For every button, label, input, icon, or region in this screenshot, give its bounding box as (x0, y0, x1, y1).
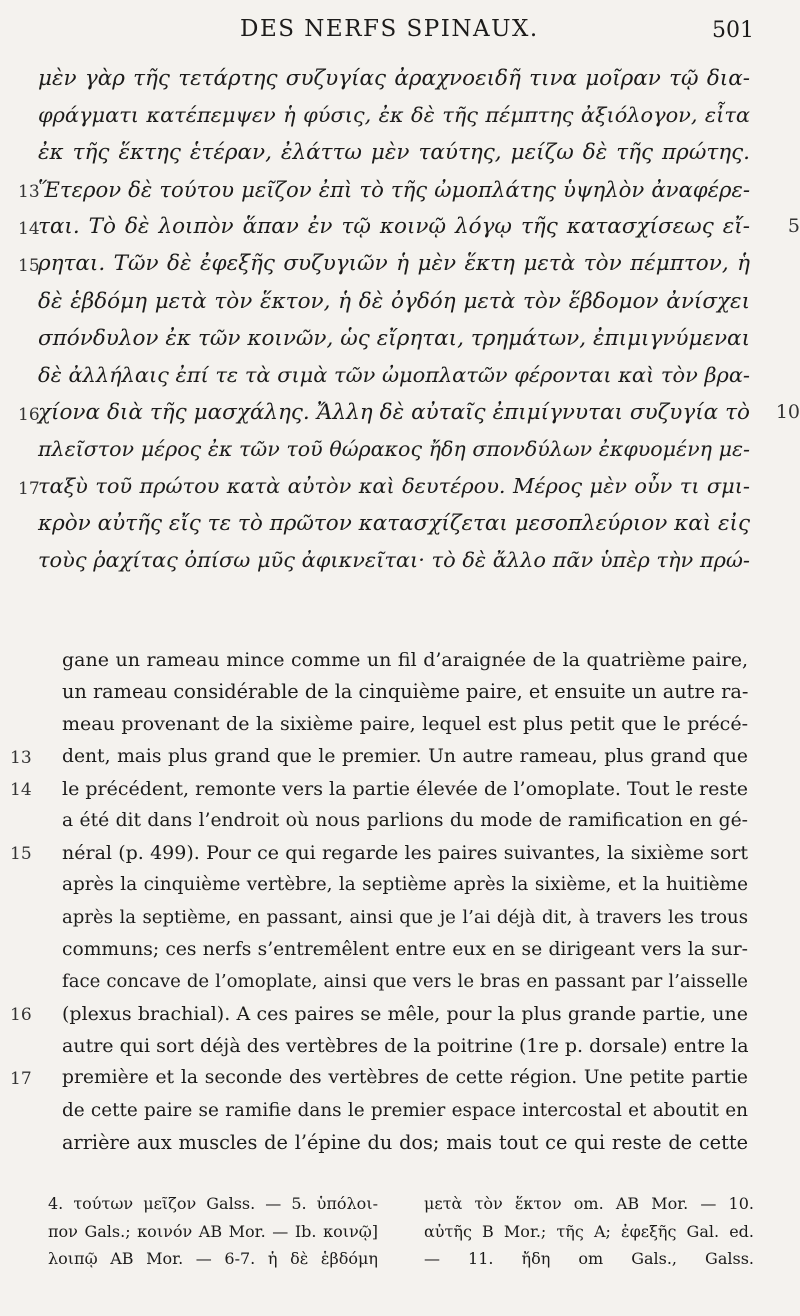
french-line-text: dent, mais plus grand que le premier. Un autre rameau, plus grand que (62, 745, 748, 767)
greek-line (38, 542, 750, 579)
footnote-line: λοιπῷ AB Mor. — 6-7. ἡ δὲ ἑβδόμη (48, 1249, 378, 1268)
greek-line-text: σπόνδυλον ἐκ τῶν κοινῶν, ὡς εἴρηται, τρημάτων, ἐπιμιγνύμεναι (38, 325, 750, 351)
greek-line (18, 245, 750, 282)
margin-line-number: 5 (787, 215, 800, 238)
margin-line-number: 17 (18, 479, 40, 500)
french-line (10, 1062, 748, 1094)
greek-line-text: φράγματι κατέπεμψεν ἡ φύσις, ἐκ δὲ τῆς πέμπτης ἀξιόλογον, εἶτα (38, 103, 750, 128)
french-line (62, 805, 748, 837)
french-line-text: communs; ces nerfs s’entremêlent entre eux en se dirigeant vers la sur- (62, 938, 748, 960)
french-line-text: après la cinquième vertèbre, la septième après la sixième, et la huitième (62, 874, 748, 896)
french-line (62, 1095, 748, 1127)
footnote-line: αὐτῆς B Mor.; τῆς A; ἐφεξῆς Gal. ed. (424, 1221, 754, 1241)
french-line-text: arrière aux muscles de l’épine du dos; mais tout ce qui reste de cette (62, 1130, 748, 1154)
greek-line-text: τοὺς ῥαχίτας ὀπίσω μῦς ἀφικνεῖται· τὸ δὲ ἄλλο πᾶν ὑπὲρ τὴν πρώ- (38, 548, 750, 573)
french-line-text: a été dit dans l’endroit où nous parlions du mode de ramification en gé- (62, 809, 748, 831)
page-title: DES NERFS SPINAUX. (240, 16, 539, 42)
margin-line-number: 15 (10, 844, 32, 865)
french-line (62, 869, 748, 901)
margin-line-number: 15 (18, 256, 40, 277)
greek-line (38, 320, 750, 357)
french-line (10, 741, 748, 773)
greek-line-text: μὲν γὰρ τῆς τετάρτης συζυγίας ἀραχνοειδῆ τινα μοῖραν τῷ δια- (38, 66, 750, 91)
french-line-text: face concave de l’omoplate, ainsi que vers le bras en passant par l’aisselle (62, 970, 748, 992)
running-head (0, 14, 800, 48)
greek-line-text: πλεῖστον μέρος ἐκ τῶν τοῦ θώρακος ἤδη σπονδύλων ἐκφυομένη με- (38, 436, 750, 461)
french-line (62, 1127, 748, 1159)
page-number: 501 (712, 18, 754, 43)
french-line (10, 773, 748, 805)
margin-line-number: 10 (775, 400, 800, 423)
greek-line (18, 394, 800, 431)
french-line (62, 708, 748, 740)
french-translation-block (10, 644, 749, 1159)
margin-line-number: 16 (18, 404, 40, 425)
margin-line-number: 13 (10, 747, 32, 768)
greek-line (38, 431, 750, 468)
french-line-text: le précédent, remonte vers la partie élevée de l’omoplate. Tout le reste (62, 777, 748, 800)
french-line (10, 837, 748, 869)
greek-line (38, 357, 750, 394)
french-line (62, 902, 748, 934)
french-line-text: (plexus brachial). A ces paires se mêle, pour la plus grande partie, une (62, 1003, 748, 1026)
french-line-text: première et la seconde des vertèbres de cette région. Une petite partie (62, 1067, 748, 1089)
french-line (62, 934, 748, 966)
greek-line-text: δὲ ἀλλήλαις ἐπί τε τὰ σιμὰ τῶν ὠμοπλατῶν φέρονται καὶ τὸν βρα- (38, 362, 750, 387)
greek-text-block (18, 60, 800, 579)
greek-line (38, 283, 750, 320)
margin-line-number: 14 (10, 779, 32, 800)
french-line-text: de cette paire se ramifie dans le premier espace intercostal et aboutit en (62, 1099, 748, 1121)
french-line (62, 966, 748, 998)
margin-line-number: 16 (10, 1005, 32, 1026)
greek-line-text: χίονα διὰ τῆς μασχάλης. Ἄλλη δὲ αὐταῖς ἐπιμίγνυται συζυγία τὸ (38, 399, 750, 425)
footnotes-right-column (424, 1190, 754, 1273)
greek-line (38, 97, 750, 134)
footnote-line: μετὰ τὸν ἕκτον om. AB Mor. — 10. (424, 1194, 754, 1213)
greek-line-text: ται. Τὸ δὲ λοιπὸν ἅπαν ἐν τῷ κοινῷ λόγῳ τῆς κατασχίσεως εἴ- (38, 214, 750, 240)
greek-line-text: ρηται. Τῶν δὲ ἐφεξῆς συζυγιῶν ἡ μὲν ἕκτη μετὰ τὸν πέμπτον, ἡ (38, 251, 750, 277)
margin-line-number: 14 (18, 219, 40, 240)
french-line-text: après la septième, en passant, ainsi que je l’ai déjà dit, à travers les trous (62, 906, 748, 928)
margin-line-number: 13 (18, 182, 40, 203)
margin-line-number: 17 (10, 1069, 32, 1090)
greek-line (38, 134, 750, 171)
french-line-text: meau provenant de la sixième paire, lequel est plus petit que le précé- (62, 713, 748, 736)
footnote-line: 4. τούτων μεῖζον Galss. — 5. ὑπόλοι- (48, 1194, 378, 1213)
greek-line-text: Ἕτερον δὲ τούτου μεῖζον ἐπὶ τὸ τῆς ὠμοπλάτης ὑψηλὸν ἀναφέρε- (38, 177, 750, 203)
footnotes-left-column (48, 1190, 378, 1273)
greek-line (18, 208, 800, 245)
french-line-text: autre qui sort déjà des vertèbres de la poitrine (1re p. dorsale) entre la (62, 1035, 749, 1058)
french-line (62, 1030, 748, 1062)
french-line (62, 644, 748, 676)
french-line-text: un rameau considérable de la cinquième paire, et ensuite un autre ra- (62, 680, 749, 704)
footnote-line: πον Gals.; κοινόν AB Mor. — Ib. κοινῷ] (48, 1221, 378, 1241)
greek-line (38, 60, 750, 97)
french-line-text: gane un rameau mince comme un fil d’araignée de la quatrième paire, (62, 649, 748, 671)
french-line (10, 998, 748, 1030)
greek-line (18, 468, 750, 505)
greek-line (38, 505, 750, 542)
greek-line-text: κρὸν αὐτῆς εἴς τε τὸ πρῶτον κατασχίζεται μεσοπλεύριον καὶ εἰς (38, 511, 750, 537)
greek-line-text: δὲ ἑβδόμη μετὰ τὸν ἕκτον, ἡ δὲ ὀγδόη μετὰ τὸν ἕβδομον ἀνίσχει (38, 288, 750, 314)
french-line-text: néral (p. 499). Pour ce qui regarde les paires suivantes, la sixième sort (62, 842, 748, 865)
french-line (62, 676, 748, 708)
greek-line-text: ταξὺ τοῦ πρώτου κατὰ αὐτὸν καὶ δευτέρου. Μέρος μὲν οὖν τι σμι- (38, 474, 750, 499)
greek-line-text: ἐκ τῆς ἕκτης ἑτέραν, ἐλάττω μὲν ταύτης, μείζω δὲ τῆς πρώτης. (38, 140, 750, 166)
footnote-line: — 11. ἤδη om Gals., Galss. (424, 1249, 754, 1268)
greek-line (18, 171, 750, 208)
